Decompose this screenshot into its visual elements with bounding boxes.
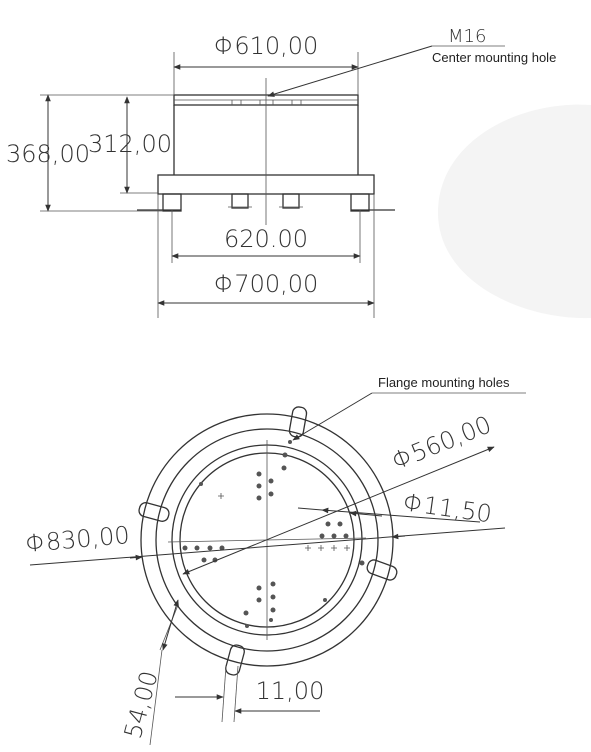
dim-outer-diameter: Φ830,00 xyxy=(24,520,131,558)
foot-2 xyxy=(232,194,248,208)
center-hole-label: Center mounting hole xyxy=(432,50,557,65)
background-shape xyxy=(438,105,591,318)
foot-1 xyxy=(163,194,181,211)
hole-pattern xyxy=(183,440,365,628)
dim-hole-diameter: Φ11,50 xyxy=(401,488,494,529)
thread-label: M16 xyxy=(448,26,487,47)
dim-tab-length: 54,00 xyxy=(118,667,164,742)
dim-line-tab-length xyxy=(163,600,178,650)
dim-total-height: 368,00 xyxy=(6,140,90,168)
dim-bolt-circle: Φ560,00 xyxy=(387,410,496,476)
top-view xyxy=(24,375,526,745)
foot-4 xyxy=(351,194,369,211)
foot-3 xyxy=(283,194,299,208)
flange-holes-label: Flange mounting holes xyxy=(378,375,510,390)
dim-tab-width: 11,00 xyxy=(255,677,325,705)
mounting-tab-right xyxy=(366,558,399,581)
dim-top-diameter: Φ610,00 xyxy=(213,32,319,60)
dim-flange-span: 620.00 xyxy=(224,225,308,253)
dim-base-diameter: Φ700,00 xyxy=(213,270,319,298)
dim-body-height: 312,00 xyxy=(88,130,172,158)
